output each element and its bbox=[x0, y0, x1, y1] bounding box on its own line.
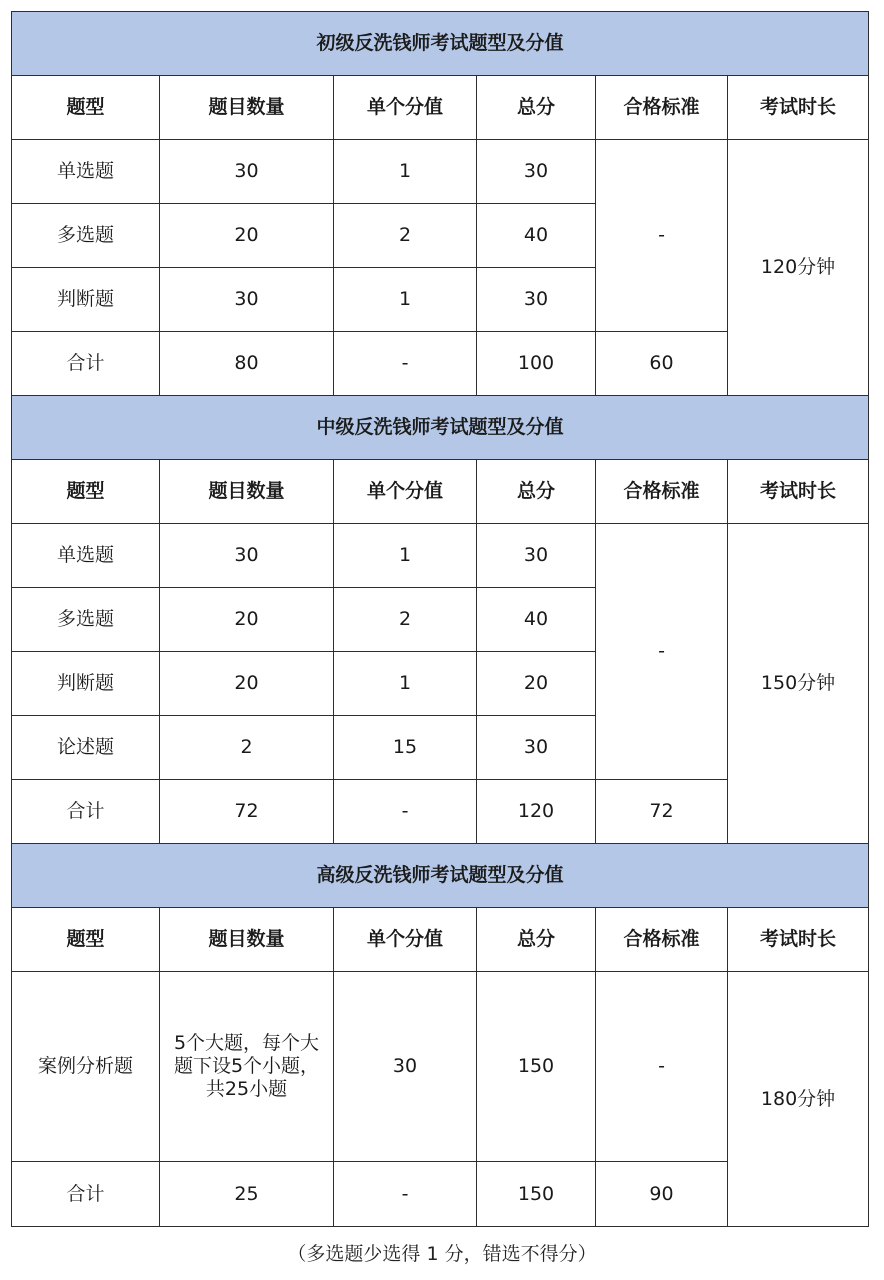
cell-count: 20 bbox=[160, 588, 334, 652]
cell-type: 单选题 bbox=[12, 524, 160, 588]
cell-each: 1 bbox=[334, 268, 477, 332]
cell-each: 2 bbox=[334, 588, 477, 652]
header-total: 总分 bbox=[477, 76, 596, 140]
cell-count: 2 bbox=[160, 716, 334, 780]
intermediate-header-row bbox=[12, 460, 869, 524]
intermediate-section-title: 中级反洗钱师考试题型及分值 bbox=[12, 396, 869, 460]
cell-total: 100 bbox=[477, 332, 596, 396]
header-count: 题目数量 bbox=[160, 76, 334, 140]
cell-total: 40 bbox=[477, 588, 596, 652]
cell-count: 30 bbox=[160, 140, 334, 204]
cell-duration: 150分钟 bbox=[728, 524, 869, 844]
senior-title-row bbox=[12, 844, 869, 908]
header-pass: 合格标准 bbox=[596, 460, 728, 524]
intermediate-title-row bbox=[12, 396, 869, 460]
cell-type: 判断题 bbox=[12, 652, 160, 716]
senior-header-row bbox=[12, 908, 869, 972]
cell-count-text: 5个大题，每个大题下设5个小题，共25小题 bbox=[173, 1032, 320, 1100]
senior-section-title: 高级反洗钱师考试题型及分值 bbox=[12, 844, 869, 908]
cell-type: 论述题 bbox=[12, 716, 160, 780]
cell-type: 判断题 bbox=[12, 268, 160, 332]
cell-duration: 180分钟 bbox=[728, 972, 869, 1227]
cell-type: 单选题 bbox=[12, 140, 160, 204]
header-duration: 考试时长 bbox=[728, 908, 869, 972]
junior-title-row bbox=[12, 12, 869, 76]
cell-pass: 90 bbox=[596, 1162, 728, 1227]
header-pass: 合格标准 bbox=[596, 908, 728, 972]
cell-each: - bbox=[334, 1162, 477, 1227]
cell-count: 80 bbox=[160, 332, 334, 396]
header-total: 总分 bbox=[477, 460, 596, 524]
cell-pass: 60 bbox=[596, 332, 728, 396]
exam-score-table bbox=[11, 11, 869, 1227]
cell-type: 合计 bbox=[12, 780, 160, 844]
junior-section-title: 初级反洗钱师考试题型及分值 bbox=[12, 12, 869, 76]
cell-pass: - bbox=[596, 524, 728, 780]
header-count: 题目数量 bbox=[160, 908, 334, 972]
header-each-score: 单个分值 bbox=[334, 76, 477, 140]
cell-total: 150 bbox=[477, 972, 596, 1162]
cell-type: 合计 bbox=[12, 1162, 160, 1227]
header-each-score: 单个分值 bbox=[334, 908, 477, 972]
cell-each: 1 bbox=[334, 140, 477, 204]
cell-count bbox=[160, 972, 334, 1162]
header-type: 题型 bbox=[12, 908, 160, 972]
cell-type: 案例分析题 bbox=[12, 972, 160, 1162]
cell-count: 30 bbox=[160, 268, 334, 332]
cell-each: 1 bbox=[334, 524, 477, 588]
header-type: 题型 bbox=[12, 460, 160, 524]
cell-total: 150 bbox=[477, 1162, 596, 1227]
cell-each: 30 bbox=[334, 972, 477, 1162]
header-duration: 考试时长 bbox=[728, 460, 869, 524]
cell-count: 72 bbox=[160, 780, 334, 844]
cell-count: 20 bbox=[160, 204, 334, 268]
cell-duration: 120分钟 bbox=[728, 140, 869, 396]
cell-type: 合计 bbox=[12, 332, 160, 396]
cell-total: 40 bbox=[477, 204, 596, 268]
header-pass: 合格标准 bbox=[596, 76, 728, 140]
header-duration: 考试时长 bbox=[728, 76, 869, 140]
table-row bbox=[12, 972, 869, 1162]
cell-count: 25 bbox=[160, 1162, 334, 1227]
cell-each: - bbox=[334, 332, 477, 396]
cell-each: - bbox=[334, 780, 477, 844]
cell-total: 120 bbox=[477, 780, 596, 844]
header-type: 题型 bbox=[12, 76, 160, 140]
cell-total: 30 bbox=[477, 716, 596, 780]
cell-total: 20 bbox=[477, 652, 596, 716]
cell-total: 30 bbox=[477, 140, 596, 204]
cell-each: 1 bbox=[334, 652, 477, 716]
junior-header-row bbox=[12, 76, 869, 140]
table-row bbox=[12, 524, 869, 588]
header-total: 总分 bbox=[477, 908, 596, 972]
cell-total: 30 bbox=[477, 268, 596, 332]
cell-pass: - bbox=[596, 972, 728, 1162]
cell-pass: 72 bbox=[596, 780, 728, 844]
cell-type: 多选题 bbox=[12, 204, 160, 268]
cell-total: 30 bbox=[477, 524, 596, 588]
cell-type: 多选题 bbox=[12, 588, 160, 652]
cell-count: 30 bbox=[160, 524, 334, 588]
cell-pass: - bbox=[596, 140, 728, 332]
cell-count: 20 bbox=[160, 652, 334, 716]
footnote: （多选题少选得 1 分，错选不得分） bbox=[287, 1243, 597, 1265]
cell-each: 2 bbox=[334, 204, 477, 268]
header-count: 题目数量 bbox=[160, 460, 334, 524]
header-each-score: 单个分值 bbox=[334, 460, 477, 524]
cell-each: 15 bbox=[334, 716, 477, 780]
table-row bbox=[12, 140, 869, 204]
